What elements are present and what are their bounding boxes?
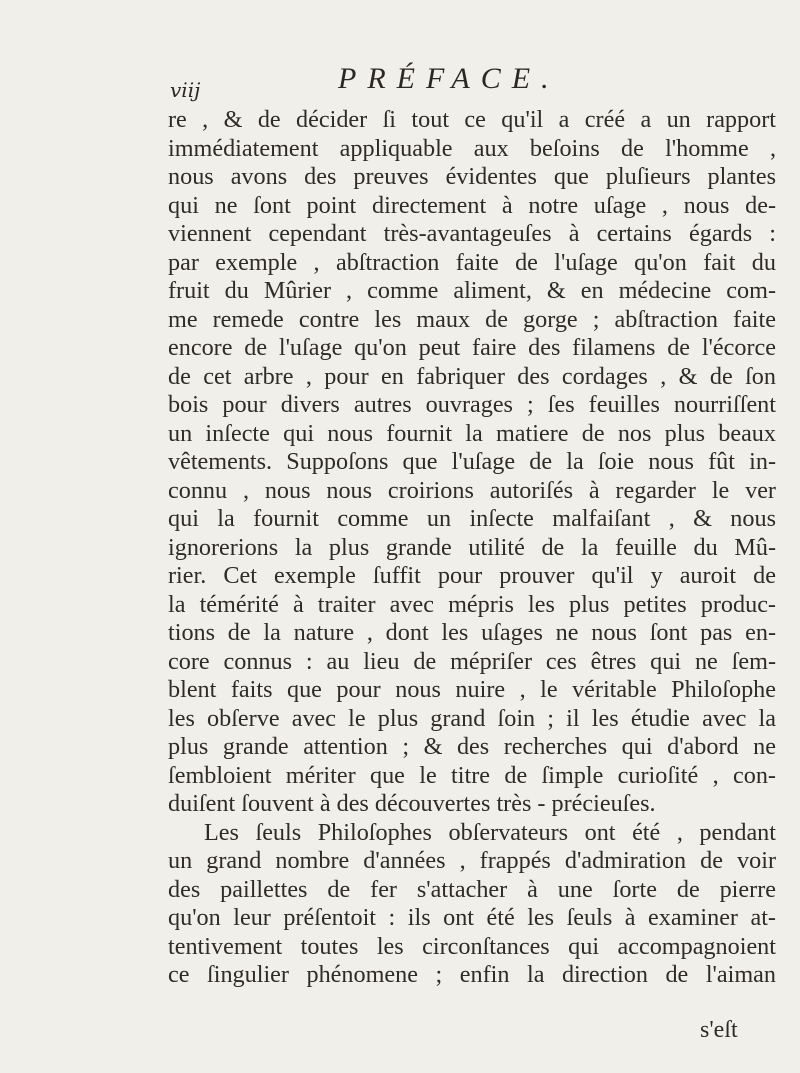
text-line: un grand nombre d'années , frappés d'admiration de voir <box>168 847 776 874</box>
text-line: me remede contre les maux de gorge ; abſtraction faite <box>168 305 776 333</box>
text-line: ignorerions la plus grande utilité de la feuille du Mû- <box>168 533 776 561</box>
text-line: qui la fournit comme un inſecte malfaiſant , & nous <box>168 505 776 532</box>
text-line: immédiatement appliquable aux beſoins de l'homme , <box>168 134 776 162</box>
text-line: viennent cependant très-avantageuſes à certains égards : <box>168 220 776 247</box>
text-line: re , & de décider ſi tout ce qu'il a créé a un rapport <box>168 106 776 133</box>
text-line: duiſent ſouvent à des découvertes très - précieuſes. <box>168 790 656 817</box>
text-line: blent faits que pour nous nuire , le véritable Philoſophe <box>168 676 776 703</box>
text-line: bois pour divers autres ouvrages ; ſes feuilles nourriſſent <box>168 391 776 418</box>
text-line: rier. Cet exemple ſuffit pour prouver qu'il y auroit de <box>168 562 776 589</box>
folio-number: viij <box>170 78 201 102</box>
text-line: des paillettes de fer s'attacher à une ſorte de pierre <box>168 875 776 903</box>
text-line: la témérité à traiter avec mépris les plus petites produc- <box>168 590 776 618</box>
text-line: fruit du Mûrier , comme aliment, & en médecine com- <box>168 277 776 304</box>
text-line: connu , nous nous croirions autoriſés à regarder le ver <box>168 476 776 504</box>
text-line: qu'on leur préſentoit : ils ont été les ſeuls à examiner at- <box>168 904 776 931</box>
text-line: ſembloient mériter que le titre de ſimple curioſité , con- <box>168 761 776 789</box>
text-line: les obſerve avec le plus grand ſoin ; il les étudie avec la <box>168 704 776 732</box>
catchword: s'eſt <box>700 1017 738 1043</box>
text-line: ce ſingulier phénomene ; enfin la direction de l'aiman <box>168 961 776 988</box>
text-line: vêtements. Suppoſons que l'uſage de la ſoie nous fût in- <box>168 448 776 475</box>
text-line: de cet arbre , pour en fabriquer des cordages , & de ſon <box>168 362 776 390</box>
text-line: un inſecte qui nous fournit la matiere de nos plus beaux <box>168 419 776 447</box>
text-line: tions de la nature , dont les uſages ne nous ſont pas en- <box>168 619 776 646</box>
text-line: par exemple , abſtraction faite de l'uſage qu'on fait du <box>168 248 776 276</box>
text-line: plus grande attention ; & des recherches qui d'abord ne <box>168 733 776 760</box>
text-line: Les ſeuls Philoſophes obſervateurs ont été , pendant <box>204 818 776 846</box>
text-line: qui ne ſont point directement à notre uſage , nous de- <box>168 191 776 219</box>
text-line: core connus : au lieu de mépriſer ces êtres qui ne ſem- <box>168 647 776 675</box>
running-head: PRÉFACE. <box>338 62 560 95</box>
text-line: nous avons des preuves évidentes que pluſieurs plantes <box>168 163 776 190</box>
body-text <box>168 106 776 990</box>
text-line: encore de l'uſage qu'on peut faire des filamens de l'écorce <box>168 334 776 361</box>
text-line: tentivement toutes les circonſtances qui accompagnoient <box>168 932 776 960</box>
